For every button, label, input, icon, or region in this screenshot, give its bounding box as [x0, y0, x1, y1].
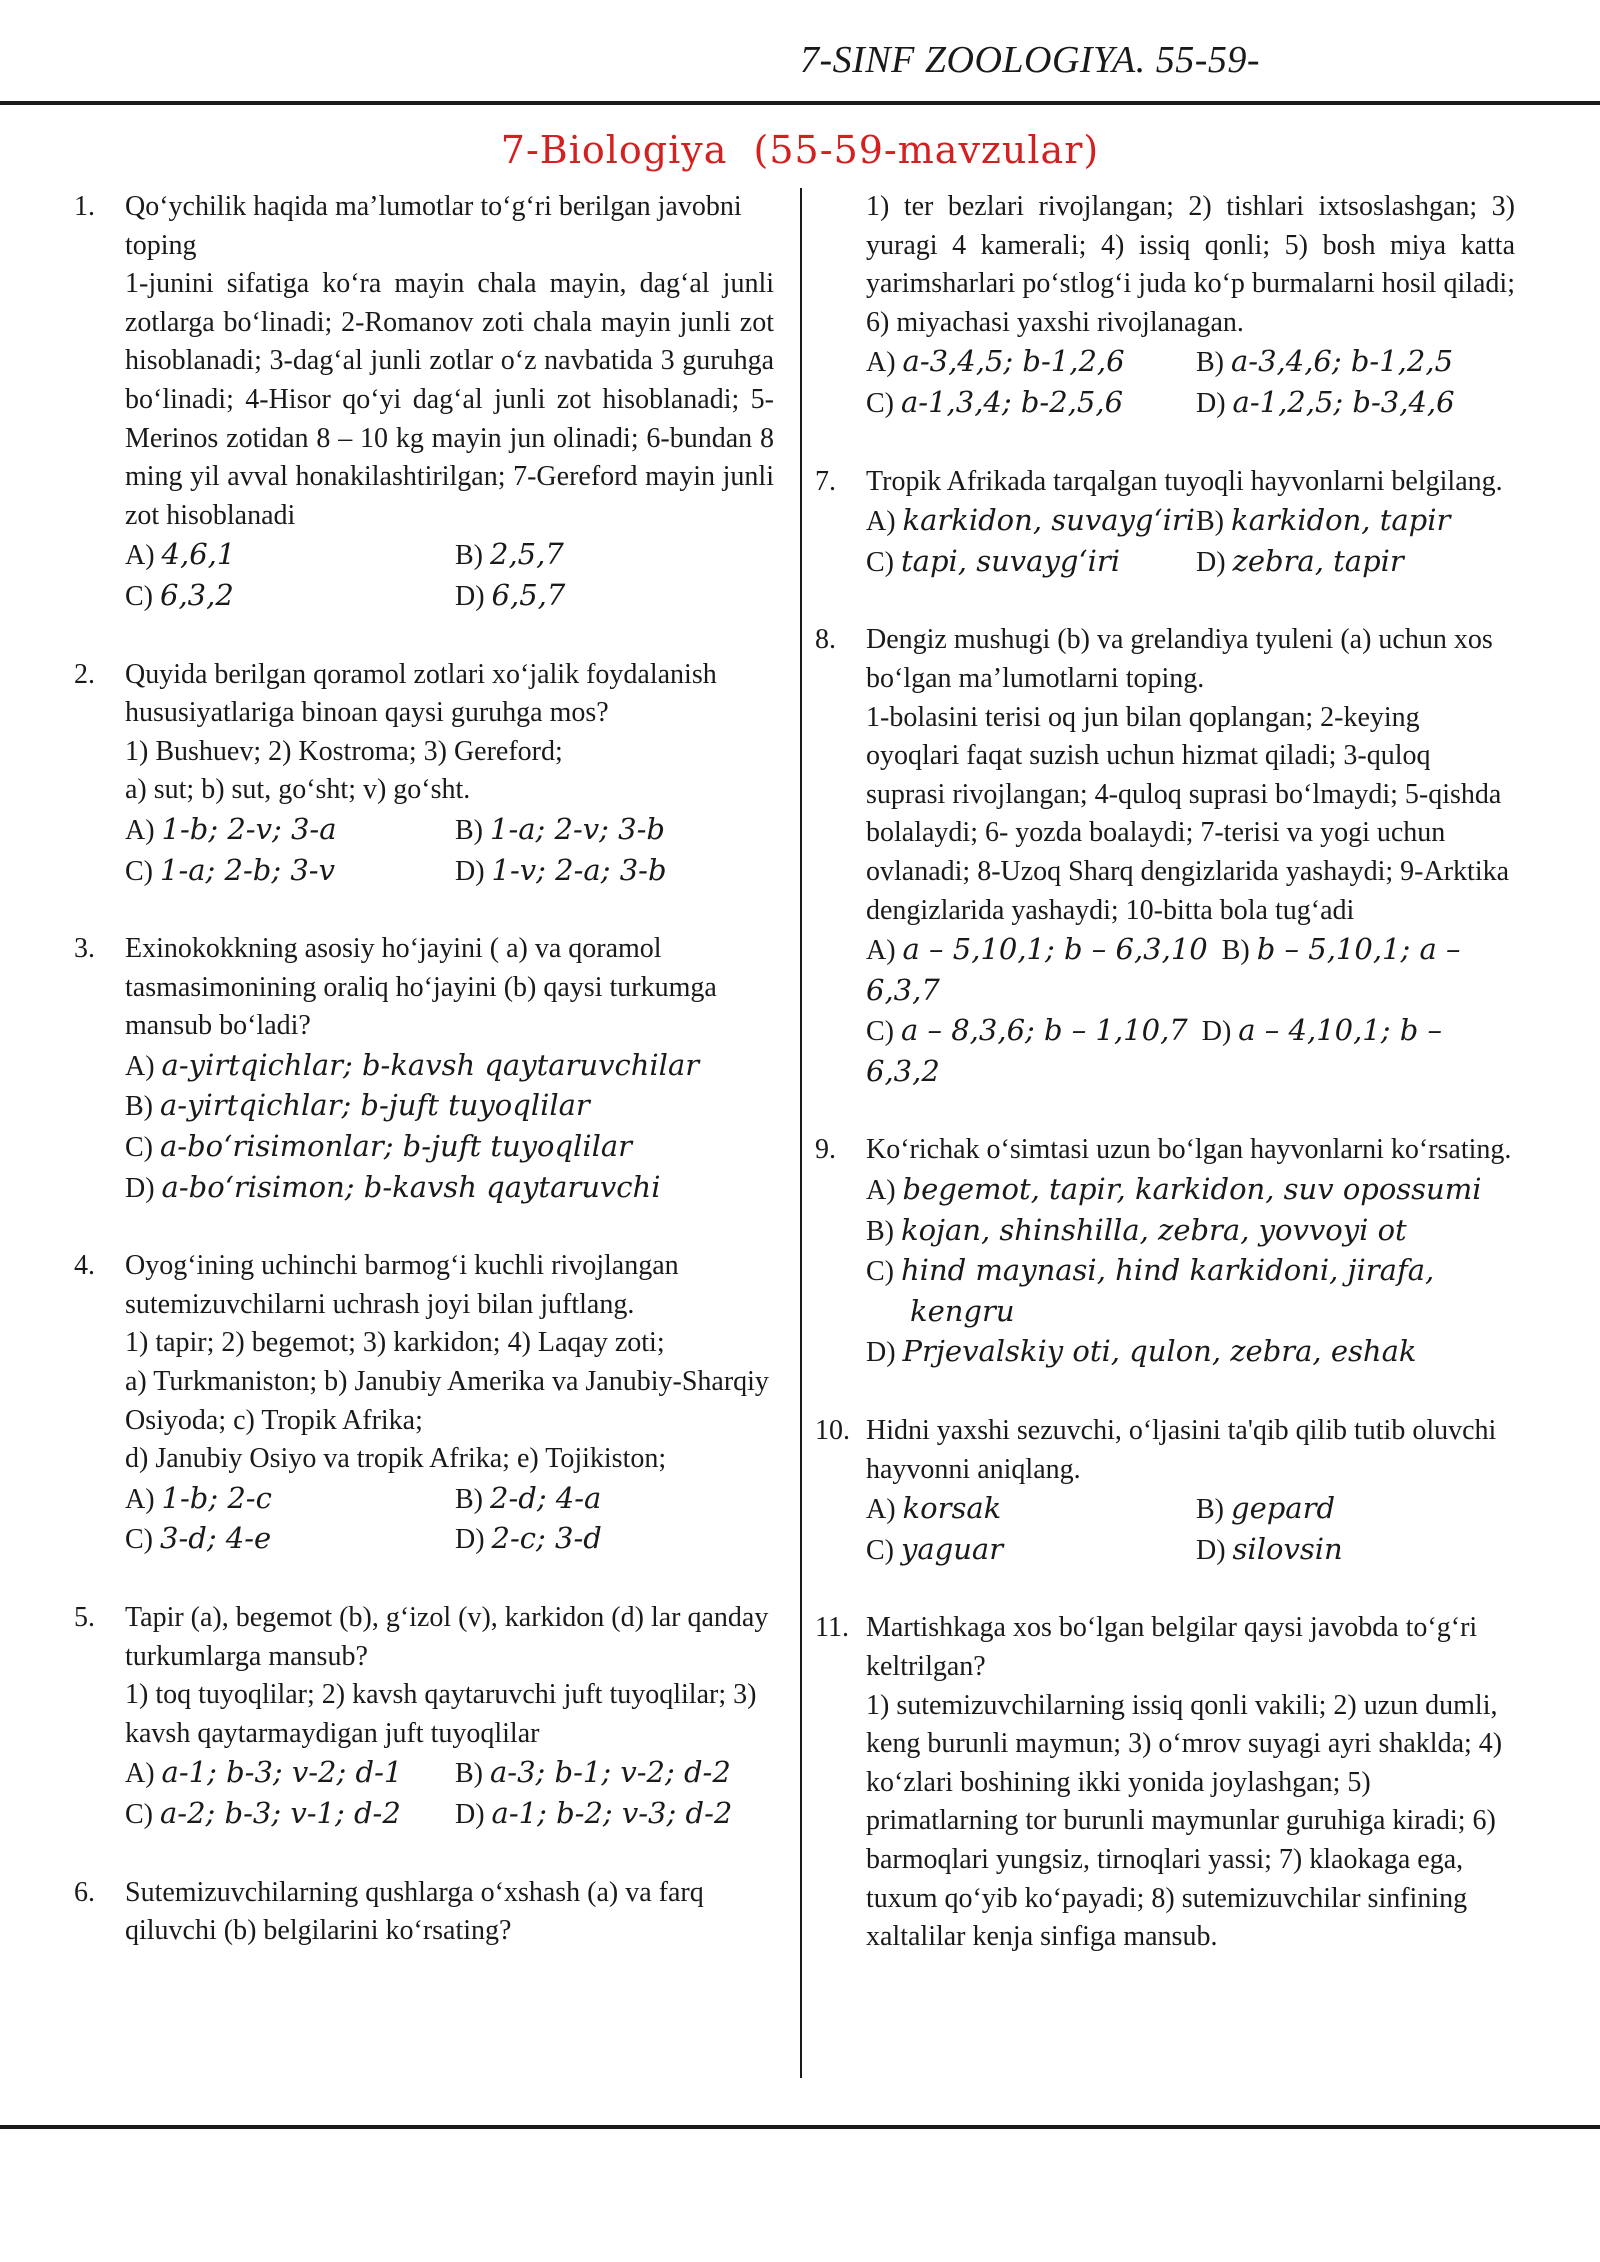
option-a[interactable]: A) 1-b; 2-c [125, 1480, 272, 1515]
option-c[interactable]: C) a-bo‘risimonlar; b-juft tuyoqlilar [125, 1129, 633, 1164]
answer-options [866, 930, 1515, 1092]
option-b[interactable]: B) kojan, shinshilla, zebra, yovvoyi ot [866, 1212, 1407, 1247]
option-a[interactable]: A) 1-b; 2-v; 3-a [125, 811, 337, 846]
option-a[interactable]: A) a – 5,10,1; b – 6,3,10 B) b – 5,10,1; a – 6,3,7 [866, 932, 1461, 1007]
option-a[interactable]: A) begemot, tapir, karkidon, suv opossumi [866, 1172, 1482, 1207]
answer-options [125, 535, 774, 616]
option-d[interactable]: D) a-1,2,5; b-3,4,6 [1196, 384, 1455, 419]
option-c[interactable]: C) a-1,3,4; b-2,5,6 [866, 384, 1124, 419]
top-rule [0, 101, 1600, 105]
answer-options [866, 501, 1515, 582]
option-c[interactable]: C) 3-d; 4-e [125, 1521, 272, 1556]
right-column [815, 188, 1515, 1957]
option-c[interactable]: C) a – 8,3,6; b – 1,10,7 D) a – 4,10,1; b – 6,3,2 [866, 1013, 1443, 1088]
option-b: B) [1221, 935, 1250, 967]
question-text: Oyog‘ining uchinchi barmog‘i kuchli rivojlangan sutemizuvchilarni uchrash joyi bilan juftlang. [125, 1250, 679, 1320]
option-b[interactable]: B) 2,5,7 [455, 537, 564, 572]
option-d[interactable]: D) Prjevalskiy oti, qulon, zebra, eshak [866, 1334, 1417, 1369]
option-b[interactable]: B) a-3,4,6; b-1,2,5 [1196, 344, 1454, 379]
option-b[interactable]: B) 1-a; 2-v; 3-b [455, 811, 665, 846]
question-5 [74, 1599, 774, 1835]
question-8 [815, 621, 1515, 1092]
option-d[interactable]: D) zebra, tapir [1196, 543, 1404, 578]
question-number: 11. [815, 1612, 849, 1644]
option-a[interactable]: A) a-yirtqichlar; b-kavsh qaytaruvchilar [125, 1047, 700, 1082]
question-items: 1) Bushuev; 2) Kostroma; 3) Gereford; [125, 735, 563, 767]
option-a[interactable]: A) korsak [866, 1491, 1002, 1526]
question-number: 7. [815, 465, 836, 497]
question-locations-cont: d) Janubiy Osiyo va tropik Afrika; e) Tojikiston; [125, 1443, 667, 1475]
question-categories: 1) toq tuyoqlilar; 2) kavsh qaytaruvchi juft tuyoqlilar; 3) kavsh qaytarmaydigan juft tuyoqlilar [125, 1679, 757, 1749]
option-c[interactable]: C) hind maynasi, hind karkidoni, jirafa, kengru [866, 1253, 1435, 1328]
option-d[interactable]: D) a-1; b-2; v-3; d-2 [455, 1795, 733, 1830]
question-text: Dengiz mushugi (b) va grelandiya tyuleni (a) uchun xos bo‘lgan ma’lumotlarni toping. [866, 624, 1493, 694]
option-b[interactable]: B) gepard [1196, 1491, 1336, 1526]
option-a[interactable]: A) karkidon, suvayg‘iri [866, 503, 1196, 538]
option-c[interactable]: C) 1-a; 2-b; 3-v [125, 852, 335, 887]
question-number: 8. [815, 624, 836, 656]
question-text: Qo‘ychilik haqida ma’lumotlar to‘g‘ri berilgan javobni toping [125, 191, 742, 261]
question-number: 2. [74, 658, 95, 690]
answer-options [125, 1753, 774, 1834]
option-d[interactable]: D) 2-c; 3-d [455, 1521, 602, 1556]
option-c[interactable]: C) yaguar [866, 1531, 1004, 1566]
question-text: Exinokokkning asosiy ho‘jayini ( a) va qoramol tasmasimonining oraliq ho‘jayini (b) qaysi turkumga mansub bo‘ladi? [125, 933, 717, 1042]
answer-options [125, 1046, 774, 1208]
question-number: 3. [74, 933, 95, 965]
header-title: 7-SINF ZOOLOGIYA. 55-59- [800, 39, 1261, 81]
option-b[interactable]: B) a-3; b-1; v-2; d-2 [455, 1755, 731, 1790]
option-a[interactable]: A) a-1; b-3; v-2; d-1 [125, 1755, 403, 1790]
bottom-rule [0, 2125, 1600, 2129]
answer-options [866, 1489, 1515, 1570]
question-11 [815, 1609, 1515, 1956]
option-b[interactable]: B) a-yirtqichlar; b-juft tuyoqlilar [125, 1088, 590, 1123]
question-text: Quyida berilgan qoramol zotlari xo‘jalik foydalanish hususiyatlariga binoan qaysi guruhga mos? [125, 658, 717, 729]
option-c[interactable]: C) a-2; b-3; v-1; d-2 [125, 1795, 401, 1830]
question-text: Martishkaga xos bo‘lgan belgilar qaysi javobda to‘g‘ri keltrilgan? [866, 1612, 1478, 1682]
option-b[interactable]: B) 2-d; 4-a [455, 1480, 602, 1515]
question-number: 10. [815, 1415, 850, 1447]
question-4 [74, 1247, 774, 1560]
answer-options [866, 342, 1515, 423]
option-c[interactable]: C) 6,3,2 [125, 577, 234, 612]
question-statements: 1-bolasini terisi oq jun bilan qoplangan; 2-keying oyoqlari faqat suzish uchun hizmat qiladi; 3-quloq suprasi rivojlangan; 4-quloq suprasi bo‘lmaydi; 5-qishda bolalaydi; 6- yozda boalaydi; 7-terisi va yogi uchun ovlanadi; 8-Uzoq Sharq dengizlarida yashaydi; 9-Arktika dengizlarida yashaydi; 10-bitta bola tug‘adi [866, 701, 1510, 926]
option-a[interactable]: A) a-3,4,5; b-1,2,6 [866, 344, 1125, 379]
question-categories: a) sut; b) sut, go‘sht; v) go‘sht. [125, 774, 471, 806]
option-a[interactable]: A) 4,6,1 [125, 537, 236, 572]
answer-options [125, 1479, 774, 1560]
answer-options [125, 810, 774, 891]
question-number: 9. [815, 1134, 836, 1166]
question-text: Ko‘richak o‘simtasi uzun bo‘lgan hayvonlarni ko‘rsating. [866, 1134, 1512, 1166]
option-d[interactable]: D) 6,5,7 [455, 577, 566, 612]
question-1 [74, 188, 774, 617]
left-column [74, 188, 774, 1951]
question-text: Sutemizuvchilarning qushlarga o‘xshash (a) va farq qiluvchi (b) belgilarini ko‘rsating? [125, 1876, 704, 1947]
question-7 [815, 463, 1515, 583]
option-d[interactable]: D) silovsin [1196, 1531, 1343, 1566]
question-3 [74, 930, 774, 1208]
question-6 [74, 1874, 774, 1951]
option-b[interactable]: B) karkidon, tapir [1196, 503, 1451, 538]
question-text: Hidni yaxshi sezuvchi, o‘ljasini ta'qib qilib tutib oluvchi hayvonni aniqlang. [866, 1415, 1497, 1485]
question-statements: 1-junini sifatiga ko‘ra mayin chala mayin, dag‘al junli zotlarga bo‘linadi; 2-Romanov zoti chala mayin junli zot hisoblanadi; 3-dag‘al junli zotlar o‘z navbatida 3 guruhga bo‘linadi; 4-Hisor qo‘yi dag‘al junli zot hisoblanadi; 5-Merinos zotidan 8 – 10 kg mayin jun olinadi; 6-bundan 8 ming yil avval honakilashtirilgan; 7-Gereford mayin junli zot hisoblanadi [125, 268, 774, 531]
question-locations: a) Turkmaniston; b) Janubiy Amerika va Janubiy-Sharqiy Osiyoda; c) Tropik Afrika; [125, 1366, 769, 1436]
question-number: 1. [74, 191, 95, 222]
question-6-continued [815, 188, 1515, 424]
question-number: 6. [74, 1876, 95, 1908]
question-2 [74, 656, 774, 892]
question-statements: 1) ter bezlari rivojlangan; 2) tishlari ixtsoslashgan; 3) yuragi 4 kamerali; 4) issiq qonli; 5) bosh miya katta yarimsharlari po‘stlog‘i juda ko‘p burmalarni hosil qiladi; 6) miyachasi yaxshi rivojlanagan. [866, 191, 1515, 338]
question-items: 1) tapir; 2) begemot; 3) karkidon; 4) Laqay zoti; [125, 1327, 665, 1359]
question-text: Tropik Afrikada tarqalgan tuyoqli hayvonlarni belgilang. [866, 465, 1503, 497]
option-d: D) [1201, 1016, 1232, 1048]
question-statements: 1) sutemizuvchilarning issiq qonli vakili; 2) uzun dumli, keng burunli maymun; 3) o‘mrov suyagi ayri shaklda; 4) ko‘zlari boshining ikki yonida joylashgan; 5) primatlarning tor burunli maymunlar guruhiga kiradi; 6) barmoqlari yungsiz, tirnoqlari yassi; 7) klaokaga ega, tuxum qo‘yib ko‘payadi; 8) sutemizuvchilar sinfining xaltalilar kenja sinfiga mansub. [866, 1689, 1503, 1953]
question-text: Tapir (a), begemot (b), g‘izol (v), karkidon (d) lar qanday turkumlarga mansub? [125, 1602, 769, 1672]
question-number: 5. [74, 1602, 95, 1633]
option-c[interactable]: C) tapi, suvayg‘iri [866, 543, 1121, 578]
question-number: 4. [74, 1250, 95, 1282]
option-d[interactable]: D) a-bo‘risimon; b-kavsh qaytaruvchi [125, 1169, 661, 1204]
option-d[interactable]: D) 1-v; 2-a; 3-b [455, 852, 667, 887]
question-9 [815, 1131, 1515, 1373]
main-title: 7-Biologiya (55-59-mavzular) [500, 128, 1100, 172]
answer-options [866, 1170, 1515, 1373]
question-10 [815, 1412, 1515, 1570]
